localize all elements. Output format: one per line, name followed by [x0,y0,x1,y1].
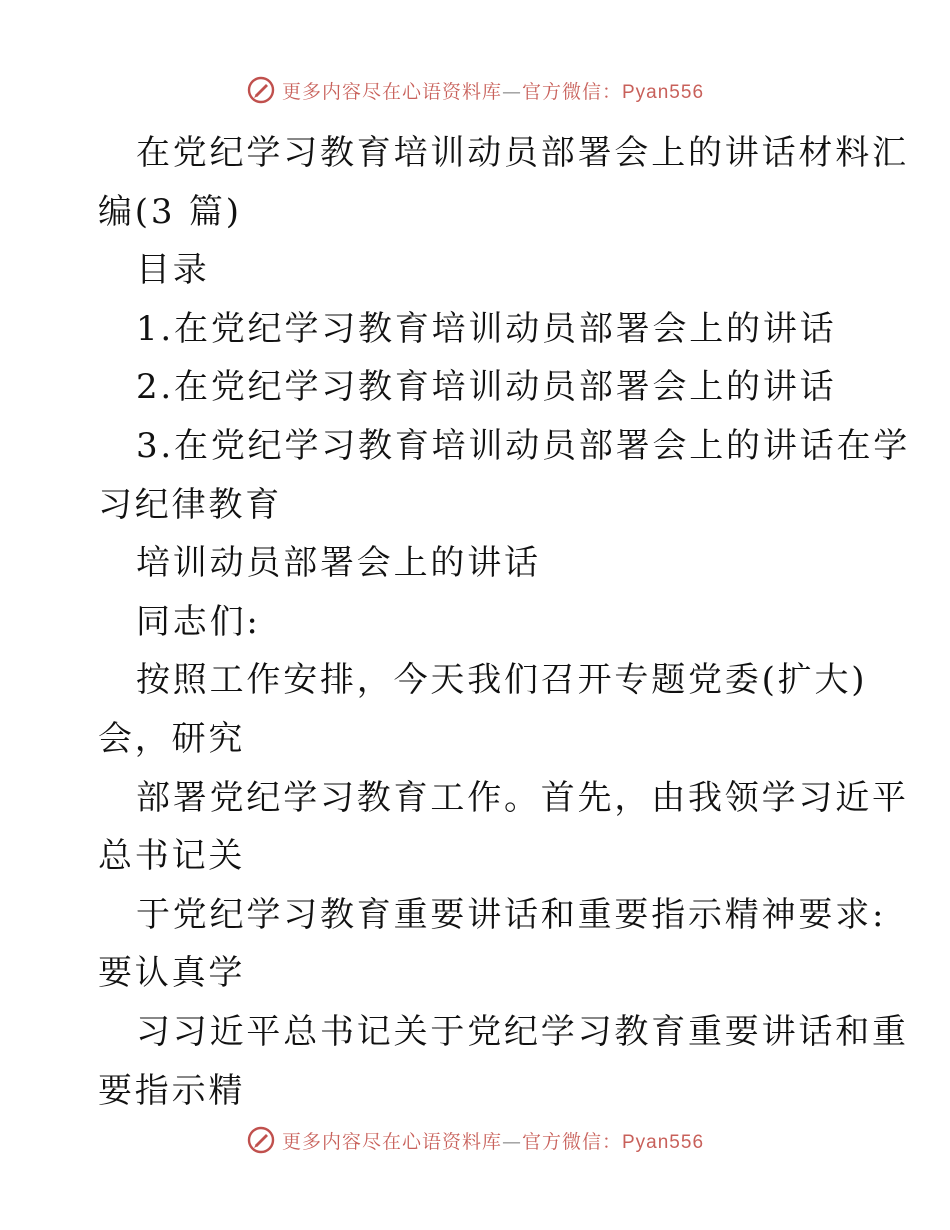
doc-line: 目录 [136,250,210,291]
footer-watermark [0,1120,950,1160]
watermark-contact-label: 官方微信： [521,1130,622,1153]
watermark-separator: — [501,80,522,103]
header-watermark [0,70,950,110]
document-body [98,124,911,1120]
doc-line: 同志们: [136,601,261,642]
doc-line: 在党纪学习教育培训动员部署会上的讲话材料汇 [136,133,909,173]
doc-line: 会，研究 [98,718,246,759]
watermark-brand: 更多内容尽在心语资料库 [281,80,502,103]
doc-line: 1.在党纪学习教育培训动员部署会上的讲话 [136,308,837,349]
doc-line: 要指示精 [98,1070,246,1111]
doc-line: 习习近平总书记关于党纪学习教育重要讲话和重 [136,1011,909,1052]
quill-seal-icon [246,75,276,105]
doc-line: 总书记关 [98,836,246,877]
watermark-contact-id: Pyan556 [622,1131,705,1153]
watermark-separator: — [501,1130,522,1153]
watermark-contact-label: 官方微信： [521,80,622,103]
doc-line: 编(3 篇) [98,191,242,232]
watermark-brand: 更多内容尽在心语资料库 [281,1130,502,1153]
doc-line: 2.在党纪学习教育培训动员部署会上的讲话 [136,367,837,408]
doc-line: 按照工作安排，今天我们召开专题党委(扩大) [136,660,868,701]
doc-line: 要认真学 [98,953,246,994]
watermark-text [282,77,704,104]
watermark-contact-id: Pyan556 [622,81,705,103]
doc-line: 培训动员部署会上的讲话 [136,543,541,584]
watermark-text [282,1127,704,1154]
quill-seal-icon [246,1125,276,1155]
doc-line: 习纪律教育 [98,484,282,525]
doc-line: 3.在党纪学习教育培训动员部署会上的讲话在学 [136,425,911,466]
doc-line: 于党纪学习教育重要讲话和重要指示精神要求: [136,894,887,935]
doc-line: 部署党纪学习教育工作。首先，由我领学习近平 [136,777,909,818]
